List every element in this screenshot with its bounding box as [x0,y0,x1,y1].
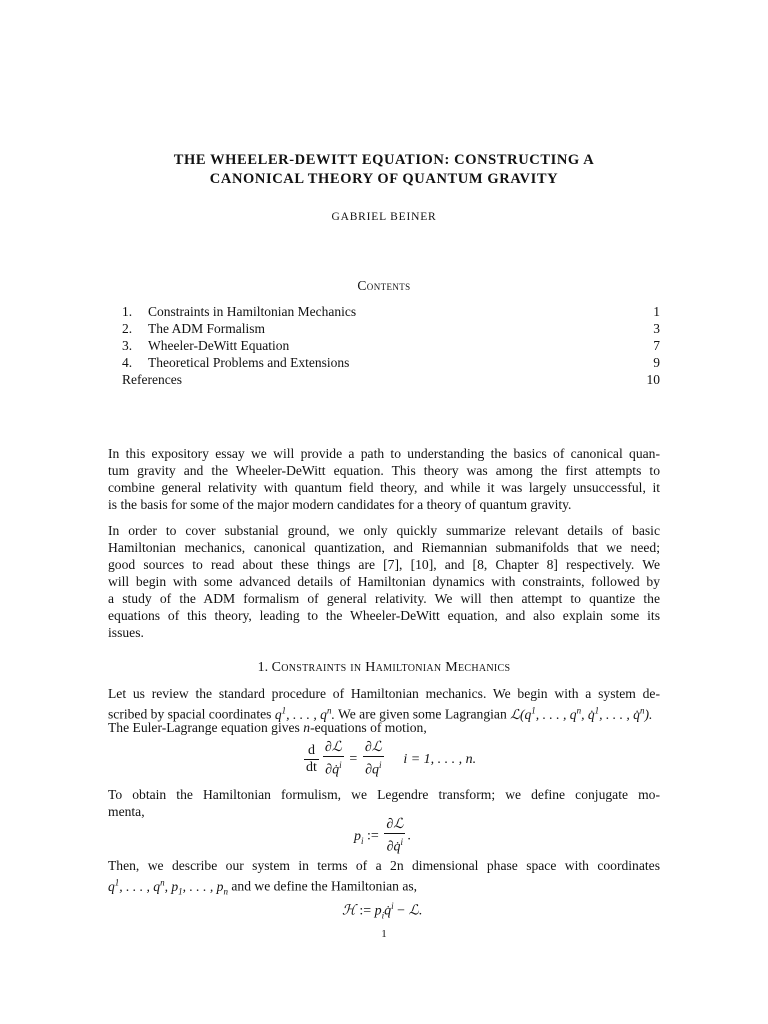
math-inline: n [303,720,311,735]
text-line: menta, [108,804,145,819]
toc-page: 7 [653,338,660,353]
equation-condition: i = 1, . . . , n. [403,751,477,767]
paper-title [0,151,768,189]
intro-paragraph-1 [108,445,660,513]
toc-page: 9 [653,355,660,370]
text-fragment: We are given some Lagrangian [338,706,507,722]
text-line: To obtain the Hamiltonian formulism, we Legendre transform; we define conjugate mo- [108,787,660,802]
toc-label: The ADM Formalism [148,321,265,336]
toc-entry[interactable] [122,303,660,320]
toc-page: 1 [653,304,660,319]
text-line: tum gravity and the Wheeler-DeWitt equation. This theory was among the first attempts to [108,463,660,478]
toc-number: 2. [122,321,133,336]
euler-lagrange-equation: $\frac{d}{dt}$ $\frac{\text{∂ℒ}}{\partial q̇^i}$ = $\frac{\text{∂ℒ}}{\partial q^i}$ i = 1, . . . , n. [306,740,477,778]
toc-entry[interactable] [122,337,660,354]
hamiltonian-equation: ℋ := $p_iq̇^i$ − ℒ. [342,901,423,921]
text-line: combine general relativity with quantum field theory, and while it was largely unsuccessful, it [108,480,660,495]
text-line: equations of this theory, leading to the Wheeler-DeWitt equation, and also explain some its [108,608,660,623]
text-line: Then, we describe our system in terms of a 2n dimensional phase space with coordinates [108,858,660,873]
text-fragment: scribed by spacial coordinates [108,706,272,722]
text-line: will begin with some advanced details of Hamiltonian dynamics with constraints, followed by [108,574,660,589]
section-number: 1. [257,660,269,675]
page-number: 1 [381,928,387,940]
text-line: Let us review the standard procedure of Hamiltonian mechanics. We begin with a system de- [108,686,660,701]
section-paragraph-3 [108,857,660,897]
text-line [108,874,660,897]
toc-number: 3. [122,338,133,353]
text-fragment: The Euler-Lagrange equation gives [108,720,300,735]
text-fragment: -equations of motion, [310,720,427,735]
text-line [108,702,660,722]
section-paragraph-2 [108,786,660,820]
math-fraction: $\frac{\text{∂ℒ}}{\partial q̇^i}$ [386,817,404,855]
text-line: issues. [108,625,144,640]
toc-page: 3 [653,321,660,336]
toc-label: Wheeler-DeWitt Equation [148,338,290,353]
contents-heading: Contents [357,278,411,293]
title-line-1: THE WHEELER-DEWITT EQUATION: CONSTRUCTING A [173,152,595,168]
section-paragraph-1 [108,685,660,736]
text-line: is the basis for some of the major modern candidates for a theory of quantum gravity. [108,497,572,512]
toc-page: 10 [646,372,660,387]
toc-entry[interactable] [122,371,660,388]
math-fraction: $\frac{\text{∂ℒ}}{\partial q^i}$ [364,740,382,778]
section-heading [0,660,768,676]
conjugate-momenta-equation: $p_i$ := $\frac{\text{∂ℒ}}{\partial q̇^i}$ . [354,817,411,855]
toc-entry[interactable] [122,354,660,371]
section-title: Constraints in Hamiltonian Mechanics [271,660,511,675]
toc-label: Theoretical Problems and Extensions [148,355,350,370]
toc-label: Constraints in Hamiltonian Mechanics [148,304,357,319]
math-inline: $q^1$, . . . , $q^n$, $p_1$, . . . , $p_n$ [108,877,228,897]
text-line: a study of the ADM formalism of general relativity. We will then attempt to quantize the [108,591,660,606]
toc-number: 1. [122,304,133,319]
text-line: In this expository essay we will provide a path to understanding the basics of canonical quan- [108,446,660,461]
math-inline: $ℒ(q^1$, . . . , $q^n$, q̇$^1$, . . . , q̇$^n$). [510,705,653,722]
text-fragment: and we define the Hamiltonian as, [231,878,418,894]
text-line: Hamiltonian mechanics, canonical quantization, and Riemannian submanifolds that we need; [108,540,660,555]
author-name: GABRIEL BEINER [331,211,437,223]
table-of-contents [122,303,660,388]
intro-paragraph-2 [108,522,660,641]
text-line: In order to cover substanial ground, we only quickly summarize relevant details of basic [108,523,660,538]
toc-number: 4. [122,355,133,370]
toc-label: References [122,372,182,387]
math-fraction: $\frac{\text{∂ℒ}}{\partial q̇^i}$ [324,740,342,778]
math-fraction: $\frac{d}{dt}$ [306,742,317,775]
math-inline: $q^1$, . . . , $q^n$. [274,705,335,722]
text-line: good sources to read about these things are [7], [10], and [8, Chapter 8] respectively. We [108,557,660,572]
title-line-2: CANONICAL THEORY OF QUANTUM GRAVITY [209,171,559,187]
toc-entry[interactable] [122,320,660,337]
